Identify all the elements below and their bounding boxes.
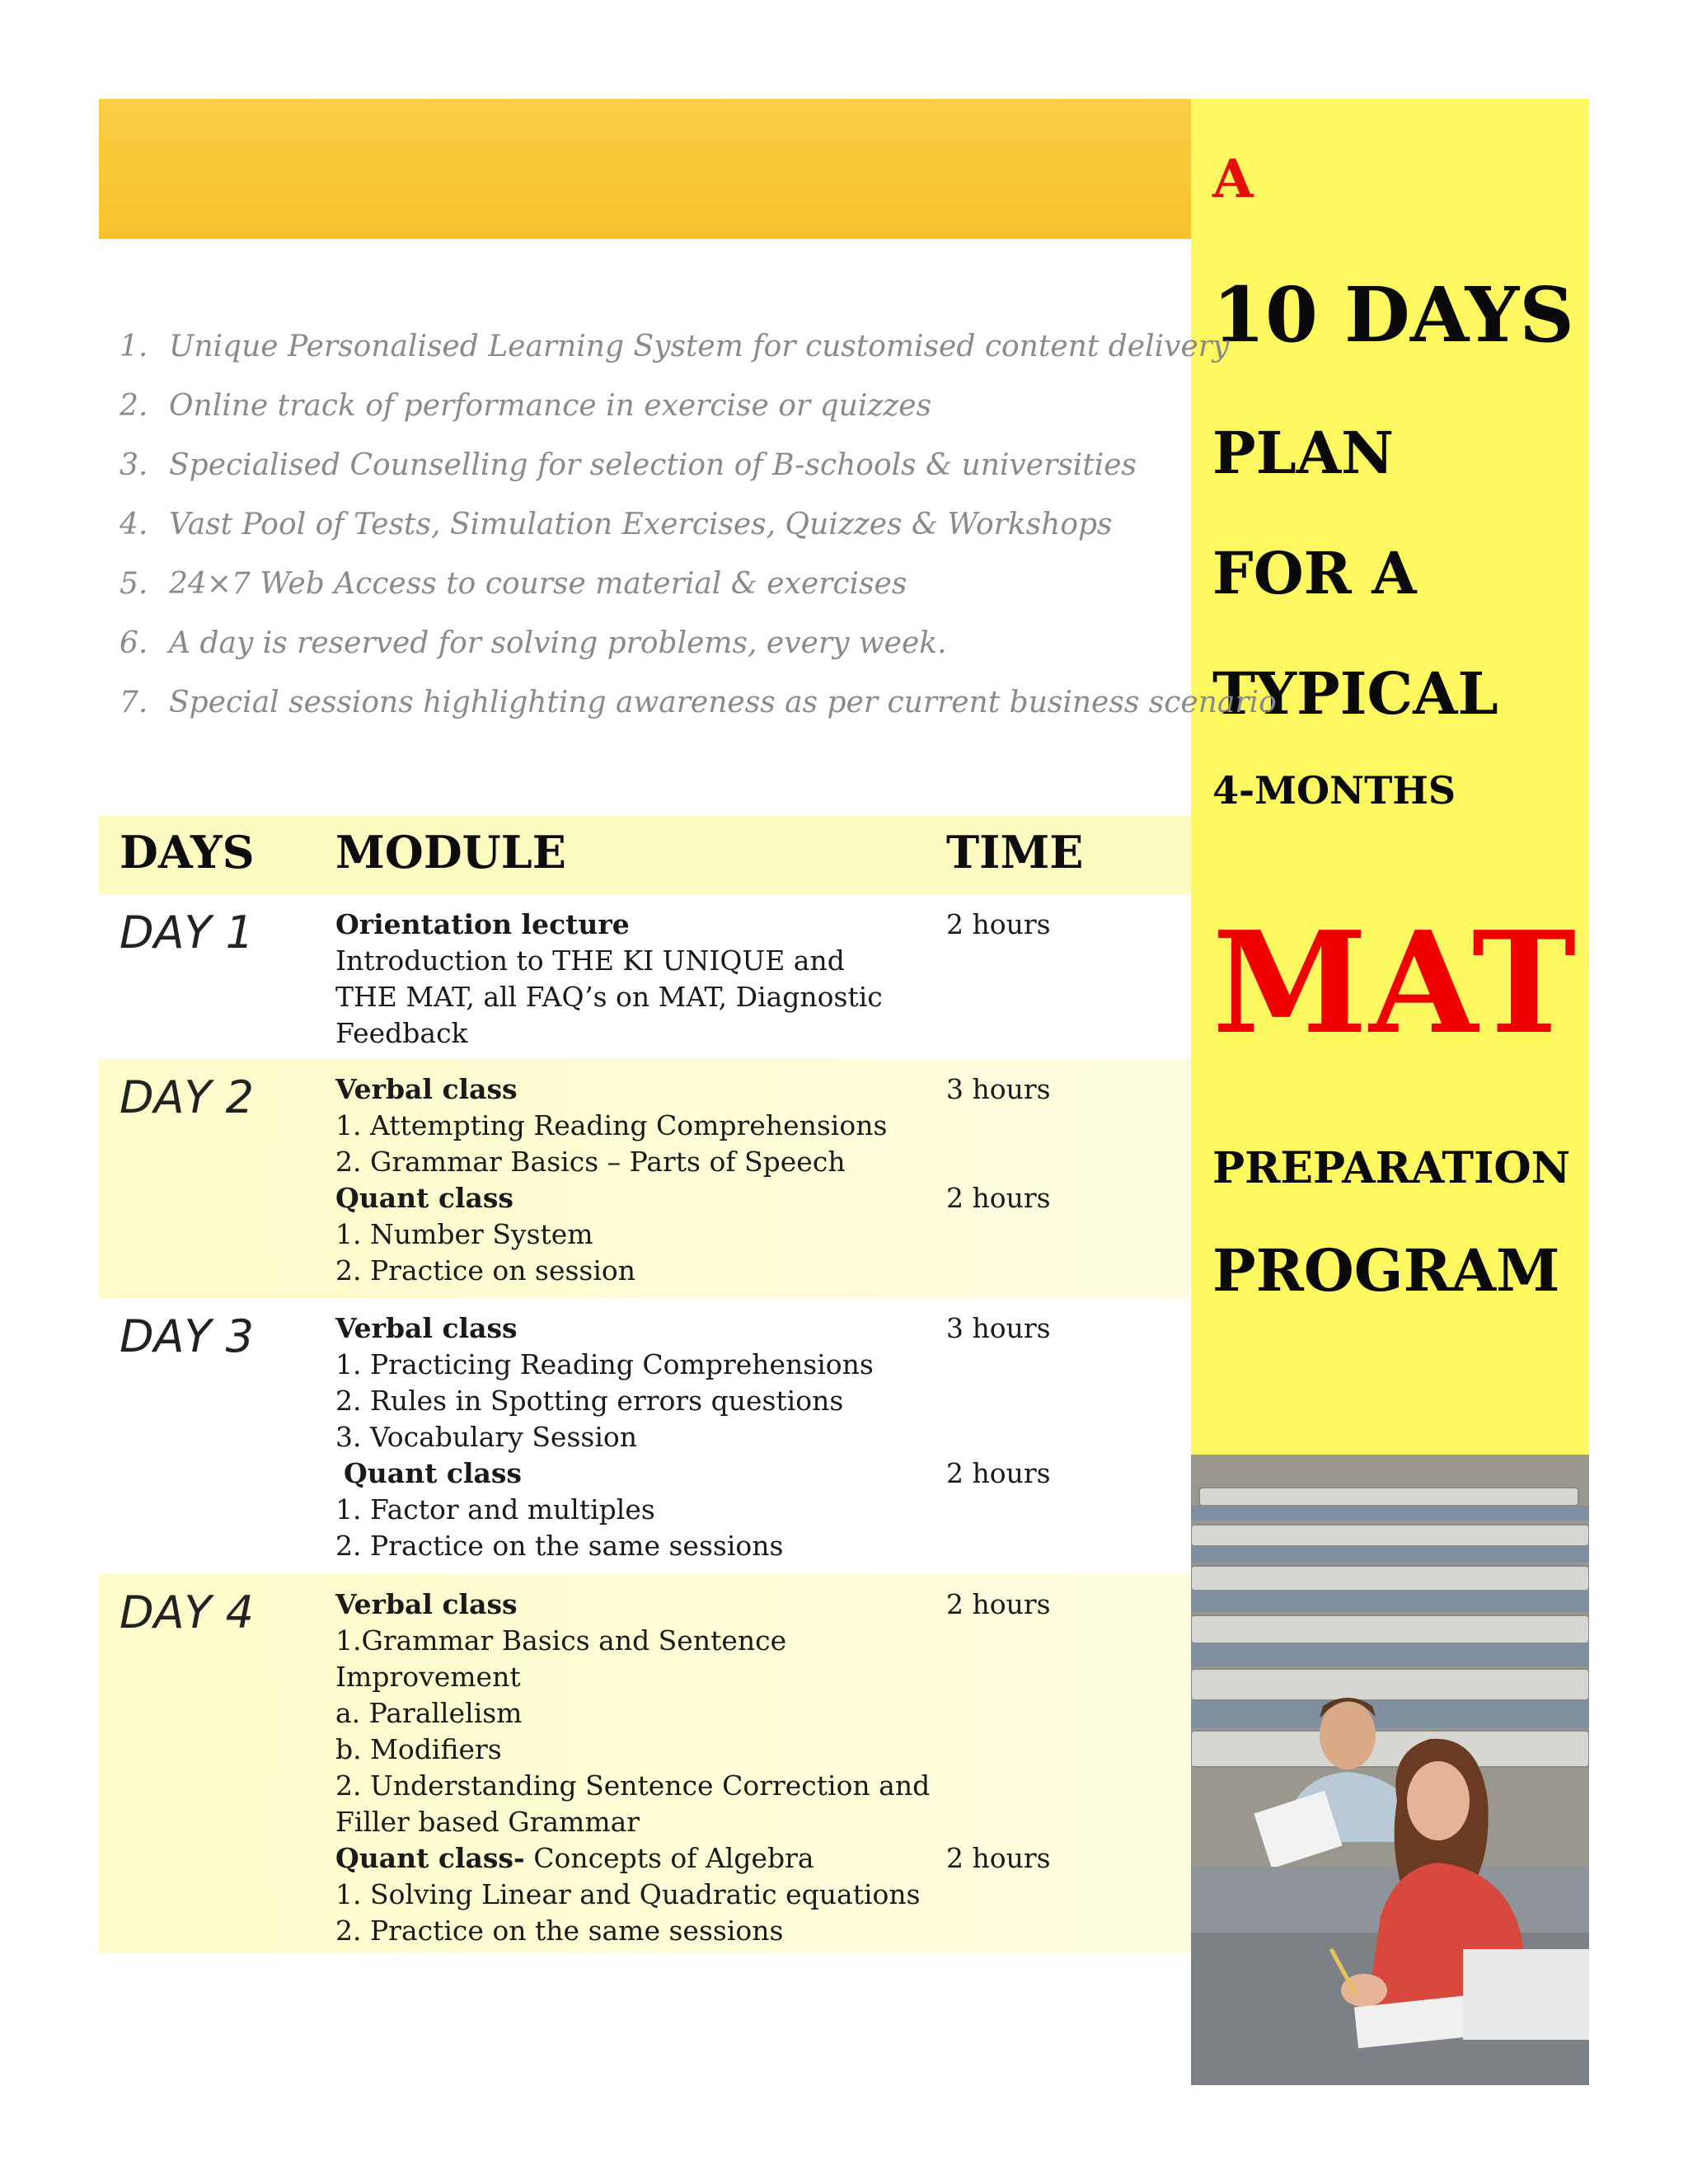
module-cell xyxy=(335,907,912,1052)
module-cell xyxy=(335,1310,912,1564)
module-line: 1. Factor and multiples xyxy=(335,1493,655,1526)
title-plan: PLAN xyxy=(1212,419,1395,487)
table-row xyxy=(99,1298,1191,1574)
module-line: Quant class xyxy=(344,1457,523,1489)
time-cell: 2 hours xyxy=(946,1457,1051,1489)
module-line: 2. Rules in Spotting errors questions xyxy=(335,1385,844,1417)
module-line: Quant class xyxy=(335,1182,514,1214)
title-mat: MAT xyxy=(1212,901,1578,1066)
feature-item: 5. 24×7 Web Access to course material & exercises xyxy=(120,567,907,601)
module-cell xyxy=(335,1071,912,1289)
title-a: A xyxy=(1212,148,1254,210)
day-label: DAY 4 xyxy=(120,1586,255,1638)
feature-item: 1. Unique Personalised Learning System for customised content delivery xyxy=(120,330,1230,363)
title-sidebar xyxy=(1191,99,1589,1455)
time-cell: 2 hours xyxy=(946,1588,1051,1620)
module-line: a. Parallelism xyxy=(335,1697,523,1729)
feature-item: 2. Online track of performance in exercise or quizzes xyxy=(120,389,932,423)
students-photo xyxy=(1191,1455,1589,2085)
top-banner xyxy=(99,99,1191,239)
students-in-lecture-hall-image xyxy=(1191,1455,1589,2085)
table-row xyxy=(99,1574,1191,1953)
time-cell: 2 hours xyxy=(946,1182,1051,1214)
module-line: Improvement xyxy=(335,1661,521,1693)
module-line: 2. Understanding Sentence Correction and xyxy=(335,1769,931,1802)
day-label: DAY 3 xyxy=(120,1310,255,1362)
module-line: THE MAT, all FAQ’s on MAT, Diagnostic xyxy=(335,981,883,1013)
header-module: MODULE xyxy=(335,826,566,879)
schedule-table xyxy=(99,816,1191,1953)
module-line: 2. Practice on session xyxy=(335,1254,636,1286)
module-line: b. Modifiers xyxy=(335,1733,502,1765)
feature-item: 4. Vast Pool of Tests, Simulation Exercises, Quizzes & Workshops xyxy=(120,508,1113,541)
feature-item: 6. A day is reserved for solving problems, every week. xyxy=(120,626,947,660)
header-days: DAYS xyxy=(120,826,255,879)
module-line: Filler based Grammar xyxy=(335,1806,640,1838)
module-line: 1. Solving Linear and Quadratic equations xyxy=(335,1878,921,1910)
module-line: Orientation lecture xyxy=(335,908,630,940)
title-10-days: 10 DAYS xyxy=(1212,270,1574,359)
module-line: Verbal class xyxy=(335,1588,518,1620)
module-line: Introduction to THE KI UNIQUE and xyxy=(335,944,845,977)
module-line: 2. Grammar Basics – Parts of Speech xyxy=(335,1146,846,1178)
module-line: Quant class- Concepts of Algebra xyxy=(335,1842,814,1874)
time-cell: 2 hours xyxy=(946,908,1051,940)
table-row xyxy=(99,1059,1191,1298)
day-label: DAY 2 xyxy=(120,1071,255,1123)
module-line: Verbal class xyxy=(335,1312,518,1344)
module-line: 3. Vocabulary Session xyxy=(335,1421,637,1453)
module-line: 2. Practice on the same sessions xyxy=(335,1915,784,1947)
module-line: 1. Attempting Reading Comprehensions xyxy=(335,1109,888,1141)
title-preparation: PREPARATION xyxy=(1212,1143,1571,1193)
module-line: 1. Number System xyxy=(335,1218,593,1250)
table-row xyxy=(99,894,1191,1059)
time-cell: 3 hours xyxy=(946,1073,1051,1105)
time-cell: 3 hours xyxy=(946,1312,1051,1344)
module-line: 2. Practice on the same sessions xyxy=(335,1530,784,1562)
module-line: Verbal class xyxy=(335,1073,518,1105)
title-typical: TYPICAL xyxy=(1212,659,1498,728)
module-line: 1.Grammar Basics and Sentence xyxy=(335,1624,787,1657)
feature-item: 3. Specialised Counselling for selection of B-schools & universities xyxy=(120,448,1137,482)
time-cell: 2 hours xyxy=(946,1842,1051,1874)
module-line: 1. Practicing Reading Comprehensions xyxy=(335,1348,874,1380)
table-header xyxy=(99,816,1191,894)
feature-item: 7. Special sessions highlighting awareness as per current business scenario xyxy=(120,686,1277,719)
module-cell xyxy=(335,1586,931,1949)
title-program: PROGRAM xyxy=(1212,1236,1560,1305)
module-line: Feedback xyxy=(335,1017,468,1049)
header-time: TIME xyxy=(946,826,1084,879)
title-4-months: 4-MONTHS xyxy=(1212,768,1456,813)
feature-list xyxy=(120,317,1277,733)
day-label: DAY 1 xyxy=(120,907,255,958)
title-for-a: FOR A xyxy=(1212,539,1417,607)
